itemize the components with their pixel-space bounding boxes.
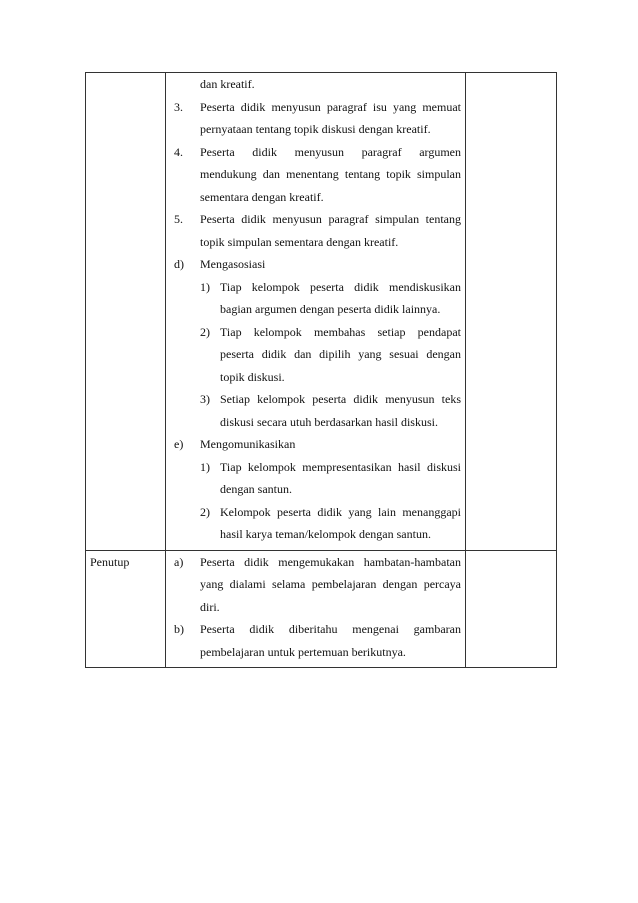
section-title: Mengomunikasikan (200, 437, 296, 451)
notes-cell (466, 73, 557, 551)
intro-line: dan kreatif. (200, 77, 255, 91)
stage-cell: Penutup (86, 550, 166, 668)
list-item: a) Peserta didik mengemukakan hambatan-hambatan yang dialami selama pembelajaran dengan percaya diri. (174, 554, 461, 614)
list-item: 3) Setiap kelompok peserta didik menyusun teks diskusi secara utuh berdasarkan hasil diskusi. (200, 392, 461, 429)
section-mengomunikasikan: e) Mengomunikasikan 1) Tiap kelompok mempresentasikan hasil diskusi dengan santun. 2) Kelompok peserta didik yang lain menanggapi hasil karya teman/kelompok dengan santun. (174, 433, 461, 546)
lesson-activity-table (85, 72, 557, 668)
table-row (86, 73, 557, 551)
list-item: 2) Kelompok peserta didik yang lain menanggapi hasil karya teman/kelompok dengan santun. (200, 504, 461, 541)
section-mengasosiasi: d) Mengasosiasi 1) Tiap kelompok peserta didik mendiskusikan bagian argumen dengan peserta didik lainnya. 2) Tiap kelompok membahas setiap pendapat peserta didik dan dipilih yang sesuai dengan topik diskusi. 3) Setiap kelompok peserta didik menyusun teks diskusi secara utuh berdasarkan hasil diskusi. (174, 253, 461, 433)
stage-cell (86, 73, 166, 551)
list-item: 1) Tiap kelompok peserta didik mendiskusikan bagian argumen dengan peserta didik lainnya. (200, 279, 461, 316)
list-item: 4. Peserta didik menyusun paragraf argumen mendukung dan menentang tentang topik simpulan sementara dengan kreatif. (174, 144, 461, 204)
activity-cell (166, 550, 466, 668)
notes-cell (466, 550, 557, 668)
list-item: 2) Tiap kelompok membahas setiap pendapat peserta didik dan dipilih yang sesuai dengan topik diskusi. (200, 324, 461, 384)
list-item: 3. Peserta didik menyusun paragraf isu yang memuat pernyataan tentang topik diskusi dengan kreatif. (174, 99, 461, 136)
list-item: 5. Peserta didik menyusun paragraf simpulan tentang topik simpulan sementara dengan kreatif. (174, 212, 461, 249)
section-title: Mengasosiasi (200, 257, 266, 271)
list-item: b) Peserta didik diberitahu mengenai gambaran pembelajaran untuk pertemuan berikutnya. (174, 622, 461, 659)
list-item: 1) Tiap kelompok mempresentasikan hasil diskusi dengan santun. (200, 459, 461, 496)
table-row (86, 550, 557, 668)
activity-cell (166, 73, 466, 551)
